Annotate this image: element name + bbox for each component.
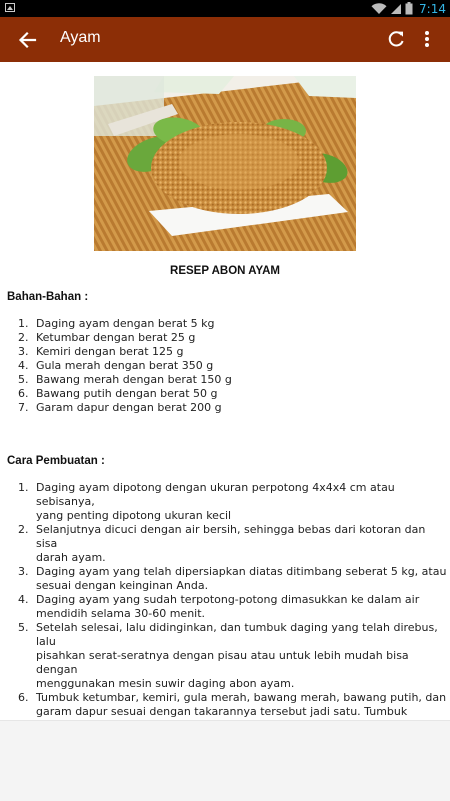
article-content[interactable] — [0, 62, 450, 720]
ingredient-item — [0, 387, 450, 401]
list-number: 7. — [18, 401, 29, 414]
recipe-title: RESEP ABON AYAM — [170, 265, 280, 277]
list-number: 4. — [18, 593, 29, 606]
list-number: 4. — [18, 359, 29, 372]
step-item — [0, 593, 450, 621]
step-item — [0, 621, 450, 691]
list-number: 5. — [18, 621, 29, 634]
wifi-icon — [371, 3, 387, 15]
ingredient-text: Gula merah dengan berat 350 g — [36, 359, 214, 372]
list-number: 3. — [18, 565, 29, 578]
ingredient-text: Kemiri dengan berat 125 g — [36, 345, 184, 358]
list-number: 6. — [18, 691, 29, 704]
step-text-line: Daging ayam dipotong dengan ukuran perpotong 4x4x4 cm atau sebisanya, — [36, 481, 395, 508]
status-bar — [0, 0, 450, 17]
arrow-back-icon[interactable] — [14, 27, 40, 53]
step-text-line: darah ayam. — [36, 551, 106, 564]
ingredients-list — [0, 317, 450, 415]
ingredient-item — [0, 401, 450, 415]
app-bar — [0, 17, 450, 62]
page-title: Ayam — [60, 29, 101, 46]
ingredient-text: Bawang putih dengan berat 50 g — [36, 387, 218, 400]
battery-icon — [405, 2, 413, 15]
list-number: 1. — [18, 481, 29, 494]
step-text-line: sesuai dengan keinginan Anda. — [36, 579, 209, 592]
step-text-line: menggunakan mesin suwir daging abon ayam. — [36, 677, 295, 690]
step-item — [0, 565, 450, 593]
list-number: 2. — [18, 331, 29, 344]
step-item — [0, 481, 450, 523]
steps-label: Cara Pembuatan : — [7, 455, 105, 467]
refresh-icon[interactable] — [385, 28, 407, 50]
status-time: 7:14 — [419, 1, 446, 16]
bottom-panel — [0, 720, 450, 801]
ingredient-text: Daging ayam dengan berat 5 kg — [36, 317, 215, 330]
step-text-line: yang penting dipotong ukuran kecil — [36, 509, 232, 522]
ingredient-item — [0, 373, 450, 387]
step-text-line: garam dapur sesuai dengan takarannya tersebut jadi satu. Tumbuk — [36, 705, 408, 718]
ingredient-text: Ketumbar dengan berat 25 g — [36, 331, 196, 344]
step-text-line: Tumbuk ketumbar, kemiri, gula merah, bawang merah, bawang putih, dan — [36, 691, 447, 704]
list-number: 1. — [18, 317, 29, 330]
list-number: 6. — [18, 387, 29, 400]
list-number: 5. — [18, 373, 29, 386]
ingredient-item — [0, 317, 450, 331]
image-notification-icon — [5, 3, 15, 12]
recipe-photo — [94, 76, 356, 251]
list-number: 3. — [18, 345, 29, 358]
step-text-line: Setelah selesai, lalu didinginkan, dan tumbuk daging yang telah direbus, lalu — [36, 621, 438, 648]
ingredient-item — [0, 345, 450, 359]
step-text-line: pisahkan serat-seratnya dengan pisau atau untuk lebih mudah bisa dengan — [36, 649, 409, 676]
step-text-line: Selanjutnya dicuci dengan air bersih, sehingga bebas dari kotoran dan sisa — [36, 523, 426, 550]
step-text-line: mendidih selama 30-60 menit. — [36, 607, 206, 620]
status-icons — [371, 0, 446, 17]
ingredients-label: Bahan-Bahan : — [7, 291, 89, 303]
ingredient-item — [0, 359, 450, 373]
ingredient-item — [0, 331, 450, 345]
ingredient-text: Bawang merah dengan berat 150 g — [36, 373, 232, 386]
signal-icon — [390, 3, 402, 15]
recipe-photo-illustration — [94, 76, 356, 251]
step-text-line: Daging ayam yang telah dipersiapkan diatas ditimbang seberat 5 kg, atau — [36, 565, 447, 578]
step-item — [0, 523, 450, 565]
ingredient-text: Garam dapur dengan berat 200 g — [36, 401, 222, 414]
more-vert-icon[interactable] — [418, 28, 436, 50]
step-text-line: Daging ayam yang sudah terpotong-potong dimasukkan ke dalam air — [36, 593, 420, 606]
list-number: 2. — [18, 523, 29, 536]
